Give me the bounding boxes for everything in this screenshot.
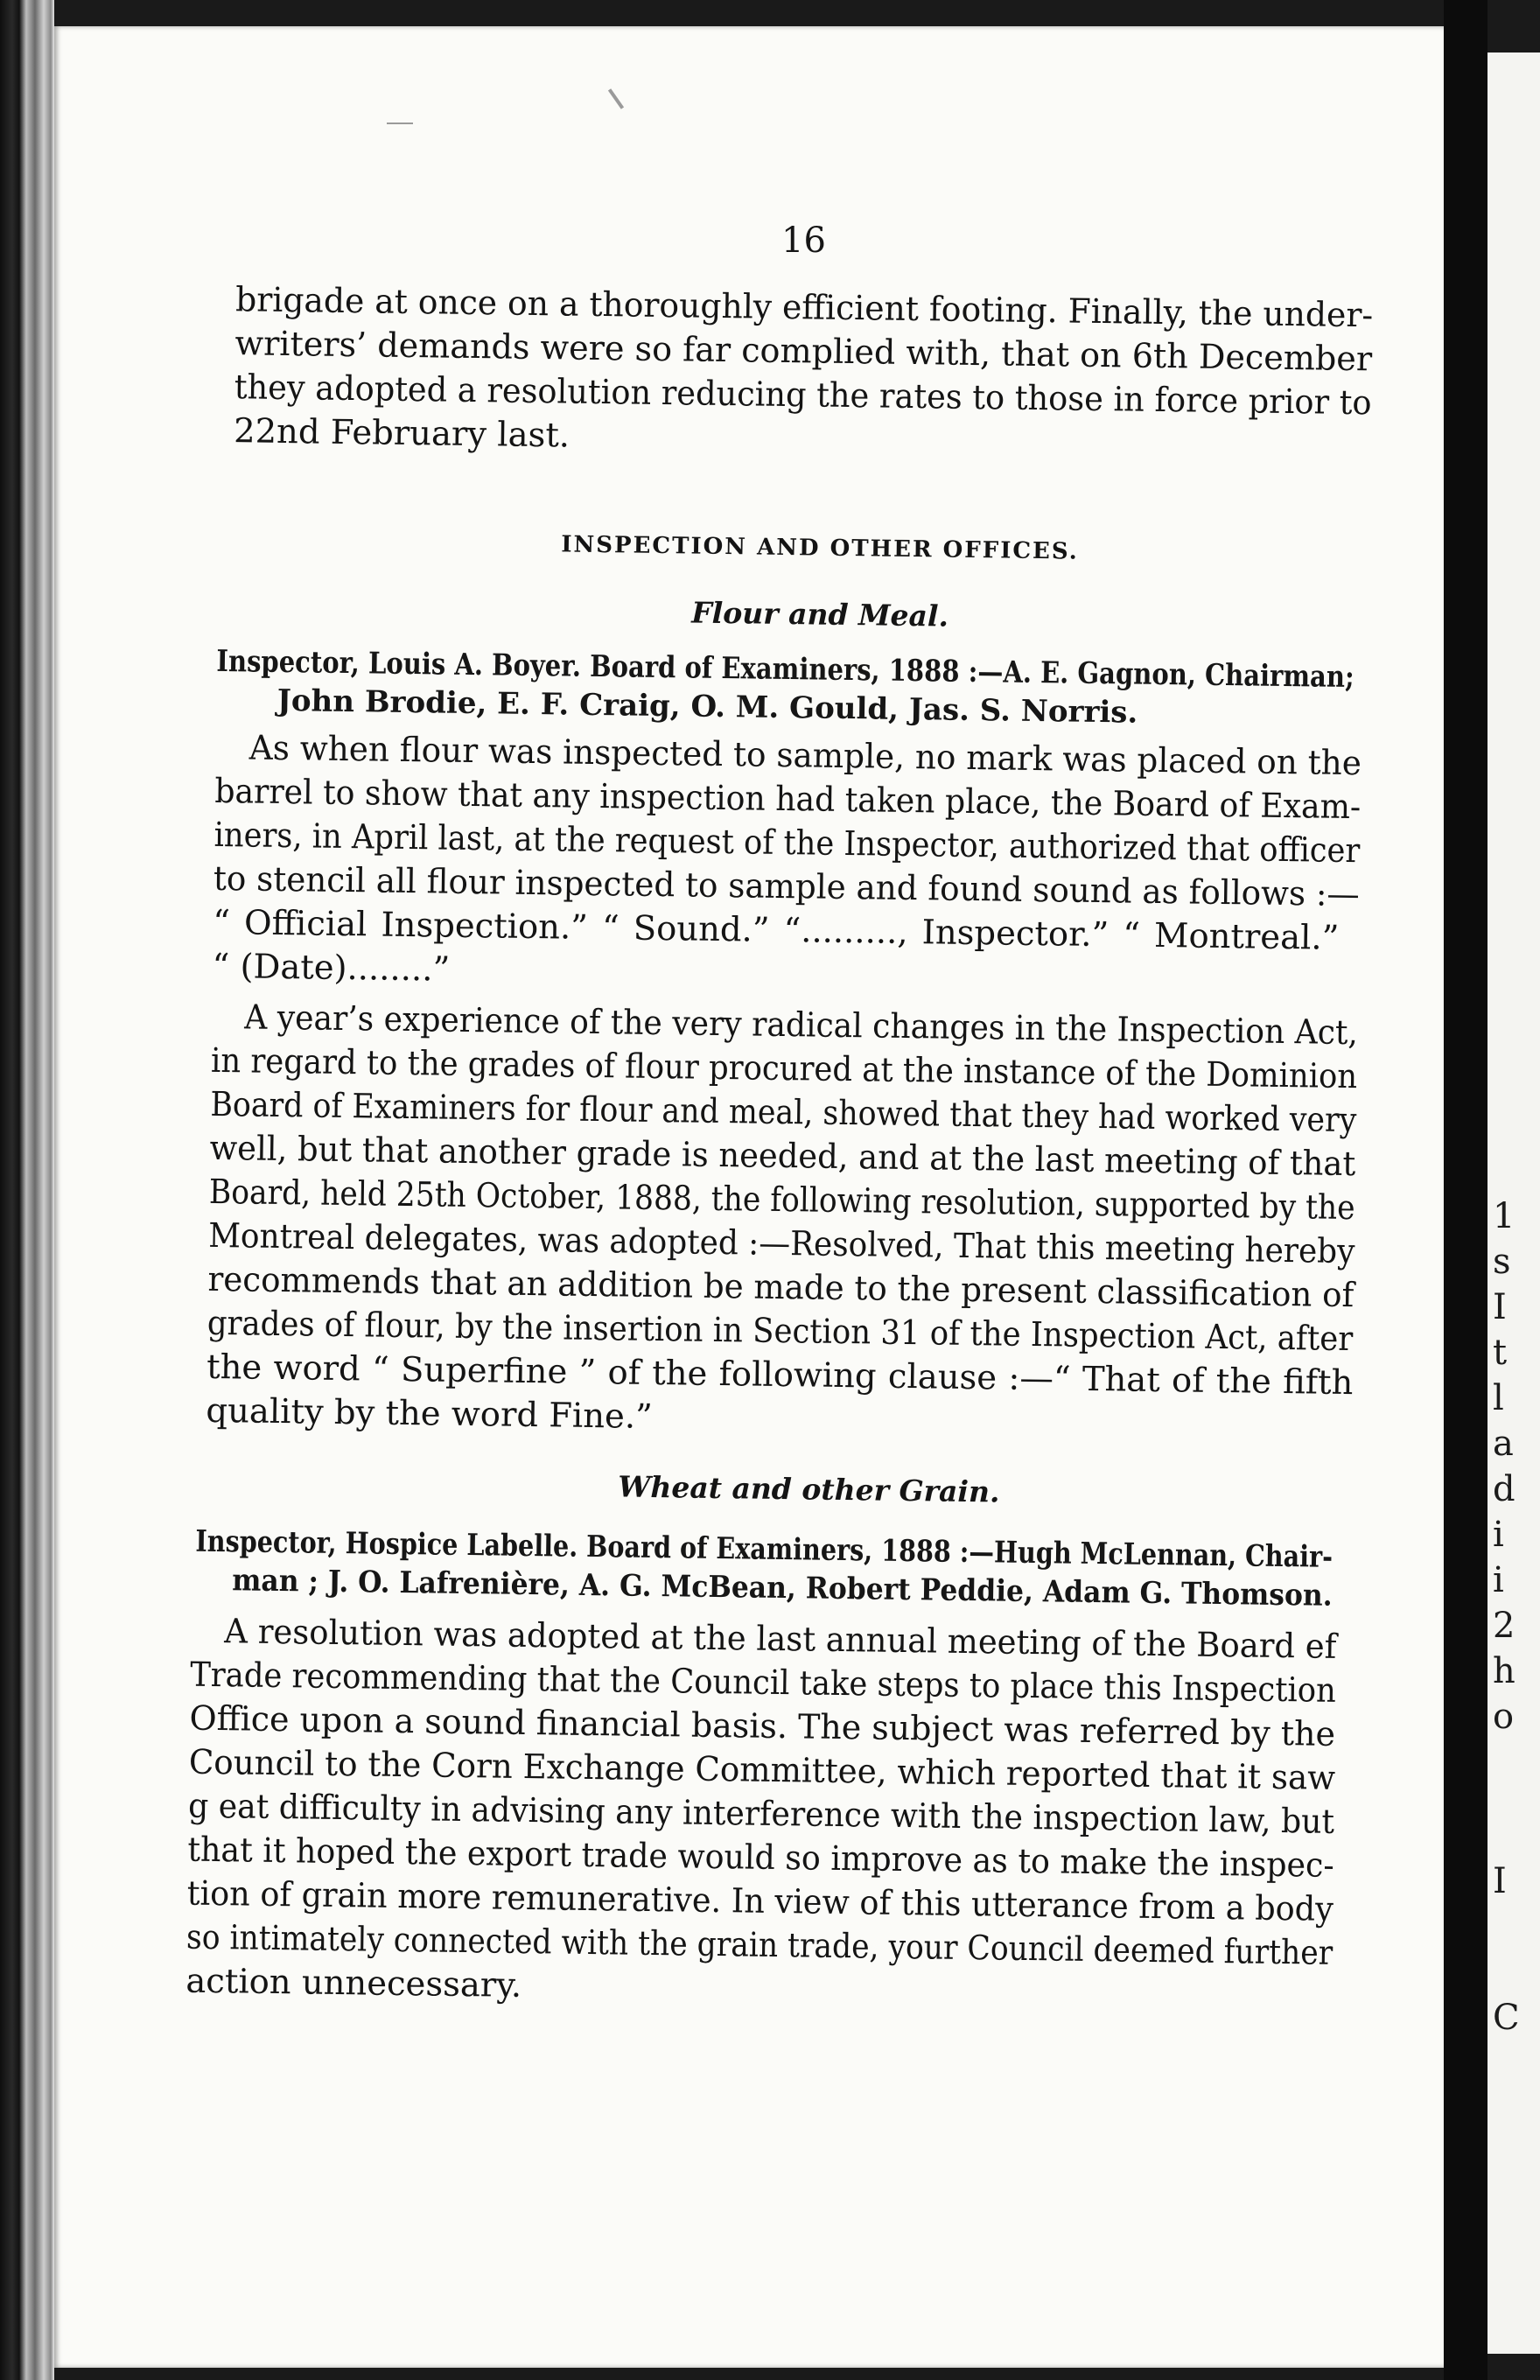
flour-heading: Flour and Meal. bbox=[691, 595, 949, 634]
intro-paragraph bbox=[234, 278, 1374, 469]
text-line: they adopted a resolution reducing the rates to those in force prior to bbox=[234, 368, 1372, 424]
facing-page-fragment: l bbox=[1493, 1378, 1504, 1418]
text-line: “ Official Inspection.” “ Sound.” “........., Inspector.” “ Montreal.” bbox=[212, 902, 1340, 958]
text-line: tion of grain more remunerative. In view of this utterance from a body bbox=[186, 1873, 1334, 1929]
text-line: so intimately connected with the grain trade, your Council deemed further bbox=[186, 1917, 1334, 1973]
text-line: Council to the Corn Exchange Committee, which reported that it saw bbox=[188, 1742, 1336, 1798]
facing-page-fragment: I bbox=[1493, 1287, 1507, 1327]
text-line: g eat difficulty in advising any interference with the inspection law, but bbox=[187, 1786, 1335, 1842]
text-line: Board of Examiners for flour and meal, showed that they had worked very bbox=[210, 1084, 1357, 1141]
facing-page-fragment: s bbox=[1493, 1242, 1511, 1282]
page-number: 16 bbox=[781, 220, 826, 261]
text-line: barrel to show that any inspection had taken place, the Board of Exam- bbox=[214, 771, 1362, 828]
facing-page-fragment: C bbox=[1493, 1998, 1520, 2038]
text-line: Inspector, Hospice Labelle. Board of Examiners, 1888 :—Hugh McLennan, Chair- bbox=[195, 1523, 1334, 1575]
text-line: Office upon a sound financial basis. The subject was referred by the bbox=[189, 1698, 1336, 1754]
text-line: grades of flour, by the insertion in Section 31 of the Inspection Act, after bbox=[206, 1303, 1354, 1360]
text-line: A resolution was adopted at the last annual meeting of the Board ef bbox=[224, 1612, 1337, 1667]
text-line: “ (Date)........” bbox=[212, 946, 451, 990]
text-line: in regard to the grades of flour procured at the instance of the Dominion bbox=[210, 1040, 1358, 1097]
facing-page-fragment: d bbox=[1493, 1469, 1516, 1509]
facing-page-edge bbox=[1488, 52, 1540, 2354]
scan-speck bbox=[608, 88, 624, 109]
text-line: action unnecessary. bbox=[186, 1961, 522, 2006]
text-line: the word “ Superfine ” of the following clause :—“ That of the fifth bbox=[206, 1347, 1354, 1404]
wheat-paragraph-1 bbox=[186, 1610, 1337, 2020]
flour-paragraph-1 bbox=[212, 726, 1362, 1004]
facing-page-fragment: t bbox=[1493, 1333, 1508, 1373]
facing-page-fragment: i bbox=[1493, 1560, 1504, 1600]
text-line: 22nd February last. bbox=[233, 411, 570, 456]
text-line: iners, in April last, at the request of the Inspector, authorized that officer bbox=[214, 815, 1361, 872]
flour-paragraph-2 bbox=[206, 996, 1358, 1449]
text-line: Trade recommending that the Council take steps to place this Inspection bbox=[189, 1655, 1337, 1711]
facing-page-fragment: I bbox=[1493, 1861, 1507, 1901]
scan-speck bbox=[387, 122, 413, 124]
text-line: quality by the word Fine.” bbox=[206, 1390, 654, 1437]
text-line: John Brodie, E. F. Craig, O. M. Gould, Jas. S. Norris. bbox=[276, 682, 1138, 731]
facing-page-fragment: h bbox=[1493, 1651, 1516, 1691]
text-line: Board, held 25th October, 1888, the following resolution, supported by the bbox=[208, 1172, 1355, 1228]
facing-page-fragment: a bbox=[1493, 1424, 1514, 1464]
wheat-heading: Wheat and other Grain. bbox=[618, 1469, 1000, 1509]
text-line: well, but that another grade is needed, and at the last meeting of that bbox=[209, 1128, 1356, 1185]
facing-page-fragment: 1 bbox=[1493, 1196, 1516, 1236]
section-heading: INSPECTION AND OTHER OFFICES. bbox=[561, 531, 1079, 565]
facing-page-fragment: 2 bbox=[1493, 1606, 1516, 1646]
facing-page-fragment: o bbox=[1493, 1697, 1515, 1737]
text-line: recommends that an addition be made to the present classification of bbox=[207, 1259, 1354, 1316]
page-gutter bbox=[1444, 0, 1488, 2380]
text-line: that it hoped the export trade would so improve as to make the inspec- bbox=[187, 1830, 1335, 1886]
text-line: man ; J. O. Lafrenière, A. G. McBean, Robert Peddie, Adam G. Thomson. bbox=[231, 1563, 1333, 1614]
text-line: writers’ demands were so far complied with, that on 6th December bbox=[234, 324, 1373, 380]
text-line: brigade at once on a thoroughly efficient footing. Finally, the under- bbox=[234, 280, 1374, 336]
facing-page-fragment: i bbox=[1493, 1515, 1504, 1555]
book-spine bbox=[0, 0, 54, 2380]
text-line: Inspector, Louis A. Boyer. Board of Examiners, 1888 :—A. E. Gagnon, Chairman; bbox=[216, 643, 1354, 696]
text-line: Montreal delegates, was adopted :—Resolved, That this meeting hereby bbox=[207, 1215, 1355, 1272]
text-line: A year’s experience of the very radical changes in the Inspection Act, bbox=[243, 998, 1359, 1054]
text-line: As when flour was inspected to sample, no mark was placed on the bbox=[248, 728, 1362, 784]
text-line: to stencil all flour inspected to sample and found sound as follows :— bbox=[213, 858, 1361, 915]
